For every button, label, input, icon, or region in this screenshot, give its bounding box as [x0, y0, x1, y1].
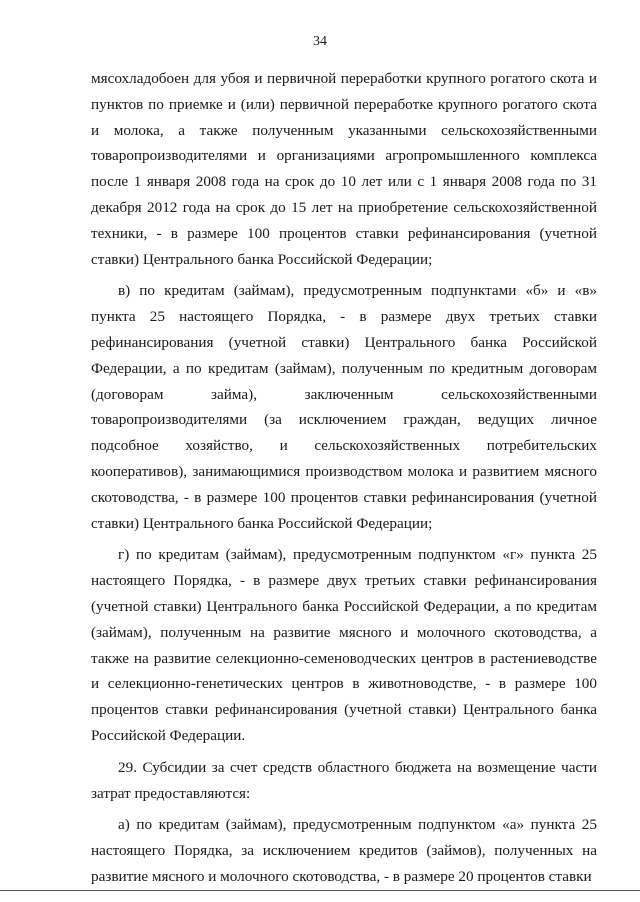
- page-bottom-edge: [0, 890, 640, 891]
- page-number: 34: [313, 34, 327, 49]
- paragraph-continuation: мясохладобоен для убоя и первичной переработки крупного рогатого скота и пунктов по приемке и (или) первичной переработке крупного рогатого скота и молока, а также полученным указанными сельскохозяйственными товаропроизводителями и организациями агропромышленного комплекса после 1 января 2008 года на срок до 10 лет или с 1 января 2008 года по 31 декабря 2012 года на срок до 15 лет на приобретение сельскохозяйственной техники, - в размере 100 процентов ставки рефинансирования (учетной ставки) Центрального банка Российской Федерации;: [91, 70, 597, 268]
- paragraph-item-v: в) по кредитам (займам), предусмотренным подпунктами «б» и «в» пункта 25 настоящего Порядка, - в размере двух третьих ставки рефинансирования (учетной ставки) Центрального банка Российской Федерации, а по кредитам (займам), полученным по кредитным договорам (договорам займа), заключенным сельскохозяйственными товаропроизводителями (за исключением граждан, ведущих личное подсобное хозяйство, и сельскохозяйственных потребительских кооперативов), занимающимися производством молока и развитием мясного скотоводства, - в размере 100 процентов ставки рефинансирования (учетной ставки) Центрального банка Российской Федерации;: [91, 282, 597, 532]
- paragraph-item-g: г) по кредитам (займам), предусмотренным подпунктом «г» пункта 25 настоящего Порядка, - в размере двух третьих ставки рефинансирования (учетной ставки) Центрального банка Российской Федерации, а по кредитам (займам), полученным на развитие мясного и молочного скотоводства, а также на развитие селекционно-семеноводческих центров в растениеводстве и селекционно-генетических центров в животноводстве, - в размере 100 процентов ставки рефинансирования (учетной ставки) Центрального банка Российской Федерации.: [91, 546, 597, 744]
- paragraph-clause-29: 29. Субсидии за счет средств областного бюджета на возмещение части затрат предоставляются:: [91, 758, 597, 802]
- document-body: [91, 66, 597, 896]
- paragraph-item-a: а) по кредитам (займам), предусмотренным подпунктом «а» пункта 25 настоящего Порядка, за исключением кредитов (займов), полученных на развитие мясного и молочного скотоводства, - в размере 20 процентов ставки: [91, 816, 597, 885]
